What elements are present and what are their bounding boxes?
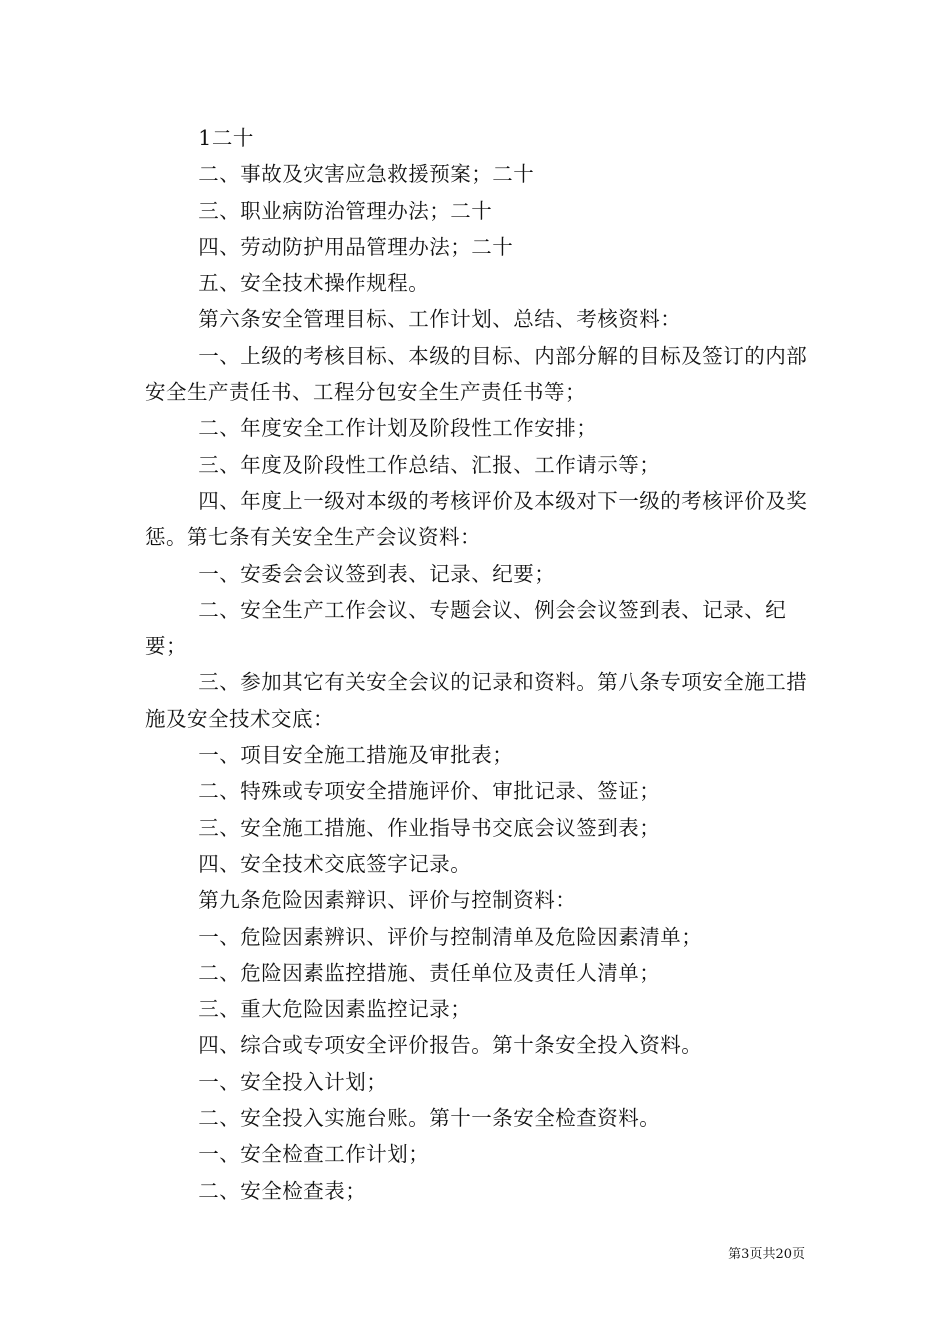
paragraph-6: 第六条安全管理目标、工作计划、总结、考核资料：: [198, 307, 682, 332]
paragraph-2: 二、事故及灾害应急救援预案；二十: [198, 162, 535, 187]
paragraph-26: 二、安全检查表；: [198, 1178, 367, 1203]
paragraph-17: 四、安全技术交底签字记录。: [198, 851, 472, 876]
paragraph-22: 四、综合或专项安全评价报告。第十条安全投入资料。: [198, 1033, 703, 1058]
paragraph-24: 二、安全投入实施台账。第十一条安全检查资料。: [198, 1106, 661, 1131]
paragraph-5: 五、安全技术操作规程。: [198, 271, 430, 296]
paragraph-18: 第九条危险因素辩识、评价与控制资料：: [198, 888, 577, 913]
paragraph-11: 一、安委会会议签到表、记录、纪要；: [198, 561, 556, 586]
paragraph-13: 三、参加其它有关安全会议的记录和资料。第八条专项安全施工措施及安全技术交底：: [145, 670, 808, 731]
paragraph-19: 一、危险因素辨识、评价与控制清单及危险因素清单；: [198, 924, 703, 949]
paragraph-1: 1二十: [198, 126, 254, 150]
paragraph-20: 二、危险因素监控措施、责任单位及责任人清单；: [198, 960, 661, 985]
paragraph-14: 一、项目安全施工措施及审批表；: [198, 743, 514, 768]
paragraph-10: 四、年度上一级对本级的考核评价及本级对下一级的考核评价及奖惩。第七条有关安全生产会议资料：: [145, 488, 808, 550]
paragraph-25: 一、安全检查工作计划；: [198, 1142, 430, 1167]
paragraph-12: 二、安全生产工作会议、专题会议、例会会议签到表、记录、纪要；: [145, 597, 787, 659]
paragraph-9: 三、年度及阶段性工作总结、汇报、工作请示等；: [198, 452, 661, 477]
paragraph-16: 三、安全施工措施、作业指导书交底会议签到表；: [198, 815, 661, 840]
paragraph-7: 一、上级的考核目标、本级的目标、内部分解的目标及签订的内部安全生产责任书、工程分包安全生产责任书等；: [145, 343, 808, 405]
paragraph-15: 二、特殊或专项安全措施评价、审批记录、签证；: [198, 779, 661, 804]
paragraph-3: 三、职业病防治管理办法；二十: [198, 198, 493, 223]
page-number-footer: 第3页共20页: [728, 1247, 805, 1262]
paragraph-23: 一、安全投入计划；: [198, 1069, 388, 1094]
paragraph-8: 二、年度安全工作计划及阶段性工作安排；: [198, 416, 598, 441]
paragraph-4: 四、劳动防护用品管理办法；二十: [198, 234, 514, 259]
document-body: [145, 120, 810, 1209]
paragraph-21: 三、重大危险因素监控记录；: [198, 997, 472, 1022]
